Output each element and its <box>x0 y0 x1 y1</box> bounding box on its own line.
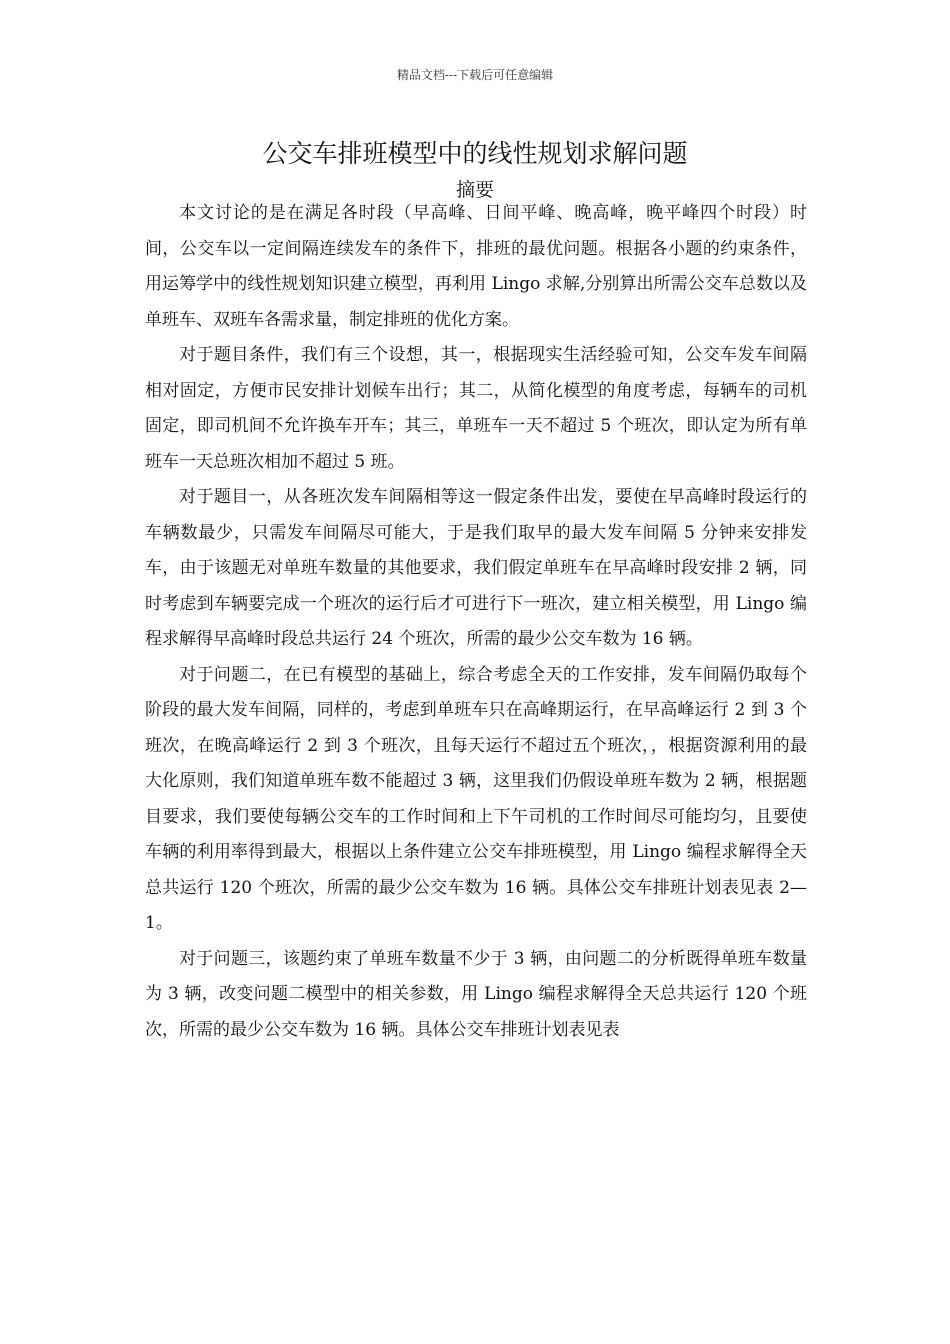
paragraph-assumptions: 对于题目条件，我们有三个设想，其一，根据现实生活经验可知，公交车发车间隔相对固定，方便市民安排计划候车出行；其二，从简化模型的角度考虑，每辆车的司机固定，即司机间不允许换车开车；其三，单班车一天不超过 5 个班次，即认定为所有单班车一天总班次相加不超过 5 班。 <box>145 345 807 472</box>
page-header: 精品文档---下载后可任意编辑 <box>396 68 554 82</box>
abstract-body <box>145 196 807 1048</box>
paragraph-intro: 本文讨论的是在满足各时段（早高峰、日间平峰、晚高峰，晚平峰四个时段）时间，公交车以一定间隔连续发车的条件下，排班的最优问题。根据各小题的约束条件，用运筹学中的线性规划知识建立模型，再利用 Lingo 求解,分别算出所需公交车总数以及单班车、双班车各需求量，制定排班的优化方案。 <box>145 203 807 330</box>
document-title: 公交车排班模型中的线性规划求解问题 <box>262 139 688 168</box>
paragraph-problem-2: 对于问题二，在已有模型的基础上，综合考虑全天的工作安排，发车间隔仍取每个阶段的最大发车间隔，同样的，考虑到单班车只在高峰期运行，在早高峰运行 2 到 3 个班次，在晚高峰运行 2 到 3 个班次，且每天运行不超过五个班次，，根据资源利用的最大化原则，我们知道单班车数不能超过 3 辆，这里我们仍假设单班车数为 2 辆，根据题目要求，我们要使每辆公交车的工作时间和上下午司机的工作时间尽可能均匀，且要使车辆的利用率得到最大，根据以上条件建立公交车排班模型，用 Lingo 编程求解得全天总共运行 120 个班次，所需的最少公交车数为 16 辆。具体公交车排班计划表见表 2—1。 <box>145 664 807 933</box>
paragraph-problem-1: 对于题目一，从各班次发车间隔相等这一假定条件出发，要使在早高峰时段运行的车辆数最少，只需发车间隔尽可能大，于是我们取早的最大发车间隔 5 分钟来安排发车，由于该题无对单班车数量的其他要求，我们假定单班车在早高峰时段安排 2 辆，同时考虑到车辆要完成一个班次的运行后才可进行下一班次，建立相关模型，用 Lingo 编程求解得早高峰时段总共运行 24 个班次，所需的最少公交车数为 16 辆。 <box>145 487 807 649</box>
paragraph-problem-3: 对于问题三，该题约束了单班车数量不少于 3 辆，由问题二的分析既得单班车数量为 3 辆，改变问题二模型中的相关参数，用 Lingo 编程求解得全天总共运行 120 个班次，所需的最少公交车数为 16 辆。具体公交车排班计划表见表 <box>145 948 807 1040</box>
abstract-heading: 摘要 <box>455 179 494 201</box>
